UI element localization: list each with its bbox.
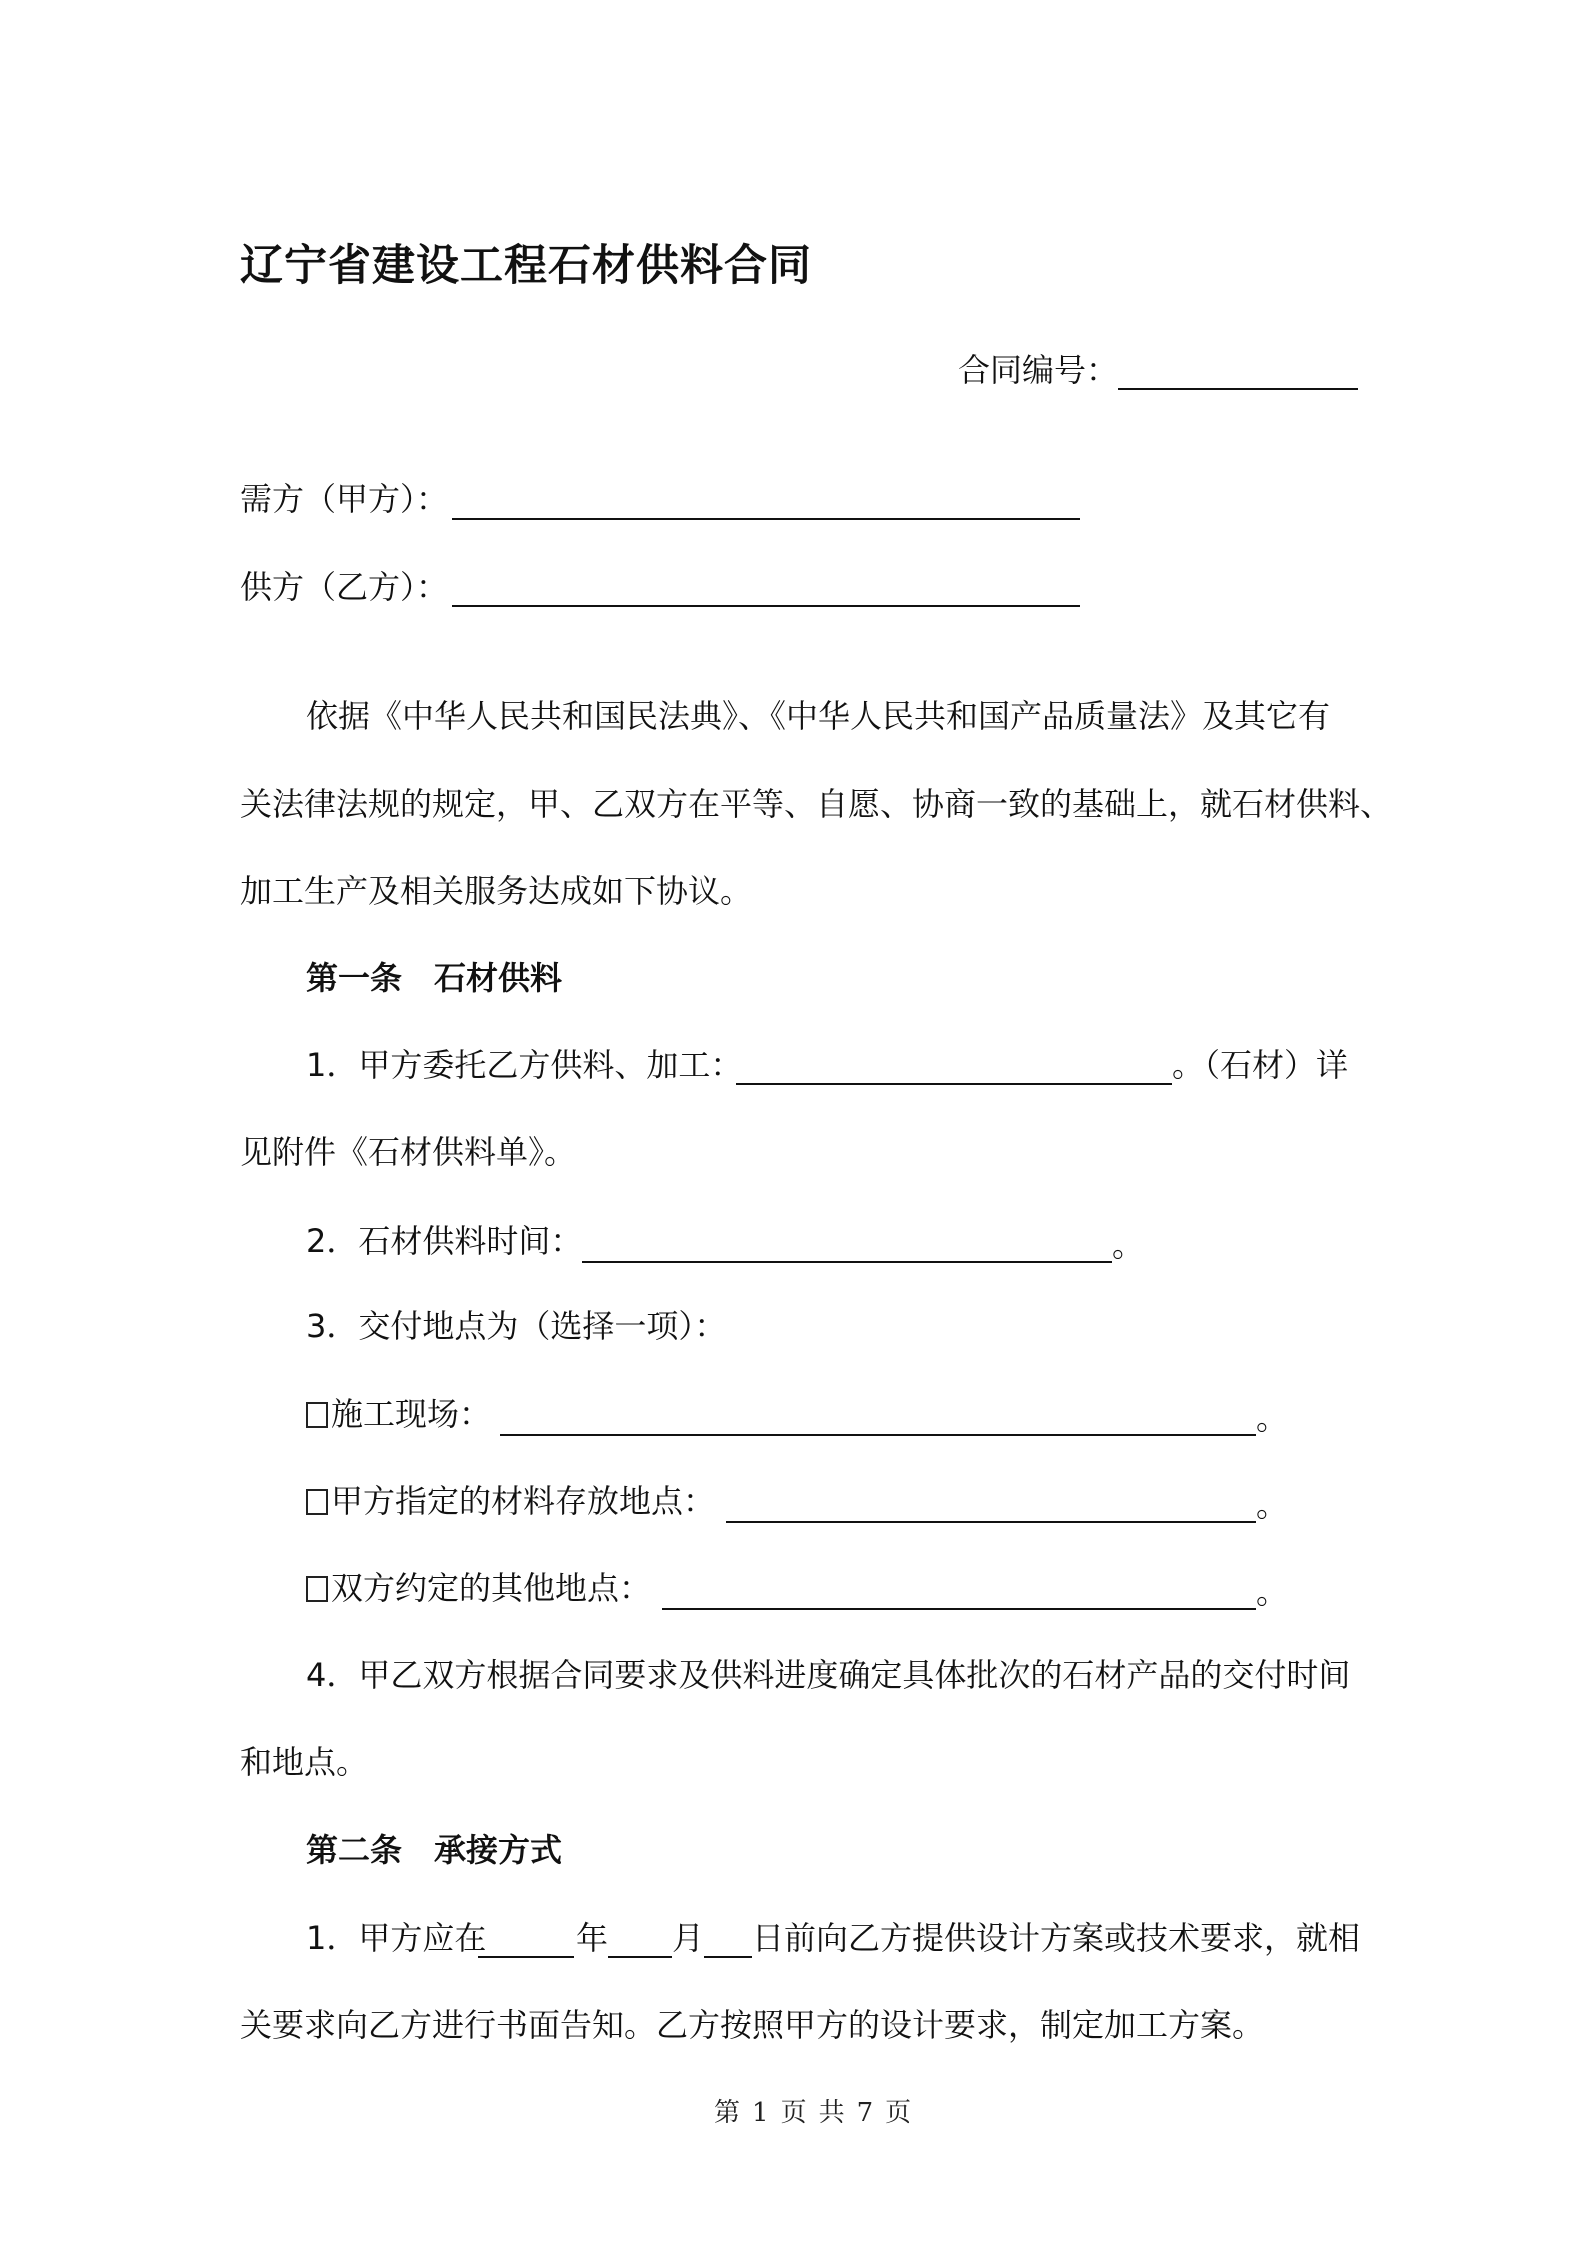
option-construction-site[interactable] bbox=[306, 1392, 491, 1436]
month-label: 月 bbox=[672, 1919, 705, 1957]
option-2-label: 甲方指定的材料存放地点： bbox=[331, 1482, 716, 1520]
option-1-suffix: 。 bbox=[1256, 1399, 1289, 1437]
checkbox-icon[interactable] bbox=[306, 1489, 328, 1515]
option-other-location[interactable] bbox=[306, 1566, 651, 1610]
footer-word: 页 bbox=[885, 2098, 912, 2128]
intro-line-3: 加工生产及相关服务达成如下协议。 bbox=[240, 872, 753, 910]
article-1-item-1-prefix: 1．甲方委托乙方供料、加工： bbox=[306, 1046, 743, 1084]
option-3-blank[interactable] bbox=[662, 1608, 1256, 1610]
footer-word: 共 bbox=[818, 2098, 845, 2128]
article-1-item-1-line-2: 见附件《石材供料单》。 bbox=[240, 1133, 577, 1171]
document-title: 辽宁省建设工程石材供料合同 bbox=[240, 241, 812, 291]
party-a-blank[interactable] bbox=[452, 518, 1080, 520]
party-b-blank[interactable] bbox=[452, 605, 1080, 607]
year-label: 年 bbox=[576, 1919, 609, 1957]
article-2-item-1-line-2: 关要求向乙方进行书面告知。乙方按照甲方的设计要求，制定加工方案。 bbox=[240, 2006, 1265, 2044]
option-designated-storage[interactable] bbox=[306, 1479, 715, 1523]
total-pages: 7 bbox=[856, 2098, 874, 2128]
year-blank[interactable] bbox=[478, 1956, 574, 1958]
option-3-suffix: 。 bbox=[1256, 1573, 1289, 1611]
article-2-heading: 第二条 承接方式 bbox=[306, 1831, 563, 1869]
article-1-item-2-prefix: 2．石材供料时间： bbox=[306, 1222, 583, 1260]
party-a-label: 需方（甲方）： bbox=[240, 480, 449, 518]
article-1-item-3: 3．交付地点为（选择一项）： bbox=[306, 1307, 727, 1345]
article-2-item-1-b: 日前向乙方提供设计方案或技术要求，就相 bbox=[752, 1919, 1361, 1957]
article-1-item-1-suffix: 。（石材）详 bbox=[1172, 1046, 1349, 1084]
page-footer bbox=[708, 2092, 917, 2129]
checkbox-icon[interactable] bbox=[306, 1402, 328, 1428]
supply-time-blank[interactable] bbox=[582, 1261, 1112, 1263]
checkbox-icon[interactable] bbox=[306, 1576, 328, 1602]
footer-word: 页 bbox=[780, 2098, 807, 2128]
article-1-item-2-suffix: 。 bbox=[1112, 1226, 1145, 1264]
page-number: 1 bbox=[752, 2098, 769, 2128]
article-1-item-4-line-2: 和地点。 bbox=[240, 1743, 369, 1781]
article-1-item-4-line-1: 4．甲乙双方根据合同要求及供料进度确定具体批次的石材产品的交付时间 bbox=[306, 1656, 1351, 1694]
month-blank[interactable] bbox=[608, 1956, 672, 1958]
option-3-label: 双方约定的其他地点： bbox=[331, 1569, 652, 1607]
contract-number-label: 合同编号： bbox=[958, 351, 1119, 389]
footer-word: 第 bbox=[714, 2098, 741, 2128]
intro-line-2: 关法律法规的规定，甲、乙双方在平等、自愿、协商一致的基础上，就石材供料、 bbox=[240, 785, 1393, 823]
article-1-heading: 第一条 石材供料 bbox=[306, 959, 563, 997]
day-blank[interactable] bbox=[704, 1956, 752, 1958]
option-2-suffix: 。 bbox=[1256, 1486, 1289, 1524]
contract-number-blank[interactable] bbox=[1118, 388, 1358, 390]
option-1-label: 施工现场： bbox=[331, 1395, 492, 1433]
article-2-item-1-a: 1．甲方应在 bbox=[306, 1919, 487, 1957]
intro-line-1: 依据《中华人民共和国民法典》、《中华人民共和国产品质量法》及其它有 bbox=[306, 697, 1331, 735]
materials-blank[interactable] bbox=[736, 1083, 1172, 1085]
party-b-label: 供方（乙方）： bbox=[240, 568, 449, 606]
option-2-blank[interactable] bbox=[726, 1521, 1256, 1523]
option-1-blank[interactable] bbox=[500, 1434, 1256, 1436]
